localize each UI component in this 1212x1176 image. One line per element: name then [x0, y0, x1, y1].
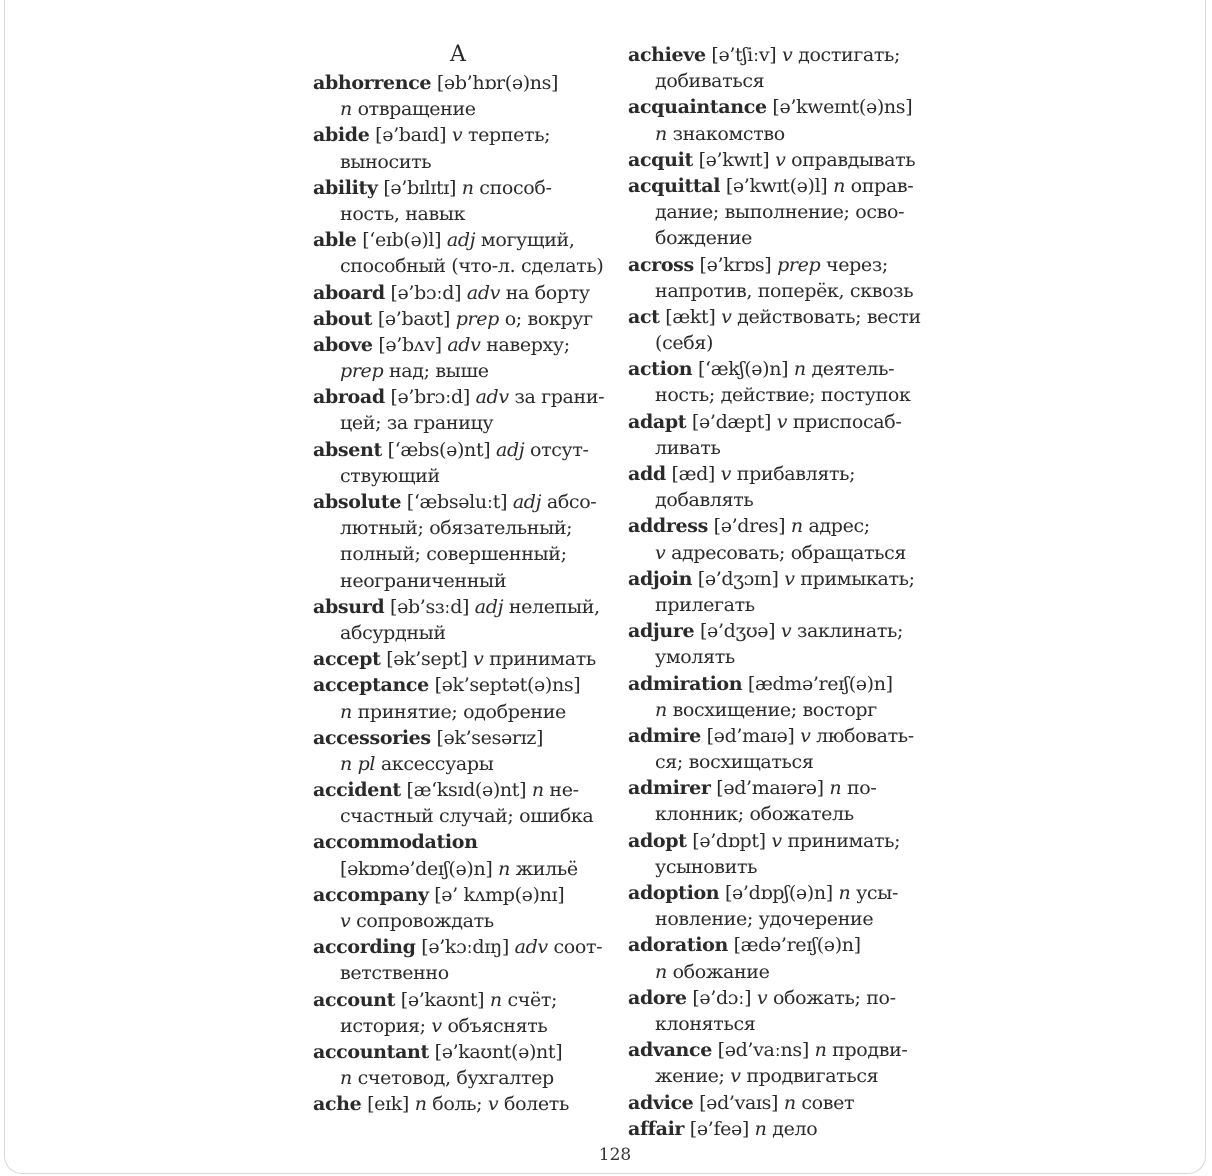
- entry-text: цей; за границу: [340, 412, 494, 435]
- entry-text: [ə’baɪd]: [369, 124, 452, 147]
- entry-continuation-line: [313, 96, 613, 122]
- part-of-speech: n: [754, 1117, 767, 1140]
- part-of-speech: n: [793, 358, 806, 381]
- entry-text: способ-: [473, 176, 552, 199]
- part-of-speech: prep: [777, 253, 821, 276]
- entry-text: [eɪk]: [361, 1093, 415, 1116]
- entry-continuation-line: [313, 568, 613, 594]
- dictionary-entry-line: [628, 880, 928, 906]
- entry-text: [ə’dɒpt]: [686, 829, 772, 852]
- entry-text: усы-: [850, 882, 899, 904]
- headword: achieve: [628, 44, 706, 66]
- entry-text: счёт;: [501, 988, 558, 1011]
- entry-text: [əd’vaɪs]: [693, 1091, 784, 1114]
- entry-text: достигать;: [792, 44, 901, 66]
- entry-text: [ə’kweɪnt(ə)ns]: [766, 96, 913, 119]
- entry-text: клонник; обожатель: [655, 803, 854, 826]
- headword: advance: [628, 1039, 712, 1062]
- part-of-speech: v: [451, 124, 463, 147]
- entry-text: аксессуары: [375, 752, 494, 775]
- entry-continuation-line: [628, 278, 928, 304]
- headword: advice: [628, 1091, 694, 1114]
- entry-text: ность, навык: [340, 202, 466, 225]
- entry-text: через;: [820, 253, 888, 276]
- entry-text: абсурдный: [340, 621, 446, 644]
- headword: accompany: [313, 883, 429, 906]
- headword: act: [628, 305, 660, 328]
- entry-text: ливать: [655, 436, 721, 459]
- entry-text: [‘æbsəluːt]: [401, 491, 513, 513]
- dictionary-entry-line: [313, 594, 613, 620]
- headword: abroad: [313, 386, 385, 409]
- headword: ache: [313, 1093, 362, 1116]
- entry-text: обожать; по-: [767, 986, 896, 1009]
- entry-text: болеть: [498, 1093, 569, 1116]
- dictionary-entry-line: [628, 42, 928, 68]
- dictionary-entry-line: [628, 723, 928, 749]
- dictionary-entry-line: [628, 671, 928, 697]
- part-of-speech: v: [473, 648, 484, 671]
- entry-continuation-line: [313, 751, 613, 777]
- entry-text: усыновить: [655, 855, 758, 878]
- entry-text: [əd’vaːns]: [711, 1039, 815, 1062]
- entry-text: ся; восхищаться: [655, 751, 814, 774]
- headword: address: [628, 515, 708, 538]
- part-of-speech: v: [776, 410, 788, 433]
- entry-text: [æ‘ksɪd(ə)nt]: [400, 779, 532, 802]
- entry-continuation-line: [628, 199, 928, 225]
- entry-text: над; выше: [383, 360, 489, 383]
- part-of-speech: v: [771, 829, 782, 852]
- entry-text: не-: [543, 779, 579, 802]
- headword: adjoin: [628, 567, 693, 590]
- part-of-speech: n: [655, 960, 667, 983]
- entry-text: [ækt]: [659, 305, 722, 328]
- entry-text: прибавлять;: [731, 463, 856, 485]
- dictionary-entry-line: [313, 1039, 613, 1065]
- part-of-speech: adv: [475, 386, 509, 409]
- headword: adoration: [628, 934, 728, 957]
- dictionary-entry-line: [313, 306, 613, 332]
- dictionary-entry-line: [313, 672, 613, 698]
- entry-text: отвращение: [351, 98, 476, 121]
- entry-continuation-line: [628, 749, 928, 775]
- entry-text: сопровождать: [350, 910, 494, 932]
- part-of-speech: n: [814, 1039, 827, 1062]
- dictionary-entry-line: [628, 618, 928, 644]
- entry-continuation-line: [628, 959, 928, 985]
- entry-text: [əkɒmə’deɪʃ(ə)n]: [340, 857, 499, 880]
- headword: acceptance: [313, 674, 429, 697]
- entry-text: [ək’septət(ə)ns]: [428, 674, 581, 697]
- dictionary-entry-line: [628, 1090, 928, 1116]
- part-of-speech: n: [489, 988, 502, 1011]
- entry-text: принятие; одобрение: [351, 700, 566, 723]
- entry-continuation-line: [313, 515, 613, 541]
- entry-text: по-: [841, 777, 877, 800]
- entry-continuation-line: [628, 540, 928, 566]
- entry-text: совет: [795, 1091, 855, 1114]
- entry-text: умолять: [655, 646, 735, 669]
- part-of-speech: n: [340, 1067, 352, 1090]
- dictionary-entry-line: [628, 1116, 928, 1142]
- part-of-speech: n: [829, 777, 842, 800]
- entry-text: деятель-: [805, 358, 895, 381]
- entry-text: бождение: [655, 227, 753, 250]
- entry-text: адрес;: [802, 515, 870, 538]
- part-of-speech: v: [340, 910, 351, 932]
- headword: adopt: [628, 829, 687, 852]
- dictionary-entry-line: [628, 828, 928, 854]
- entry-continuation-line: [628, 225, 928, 251]
- dictionary-entry-line: [313, 934, 613, 960]
- part-of-speech: n: [655, 122, 667, 145]
- headword: accept: [313, 648, 381, 671]
- entry-continuation-line: [313, 1013, 613, 1039]
- entry-continuation-line: [313, 410, 613, 436]
- dictionary-entry-line: [628, 775, 928, 801]
- dictionary-entry-line: [313, 227, 613, 253]
- headword: ability: [313, 176, 378, 199]
- part-of-speech: v: [730, 1065, 741, 1088]
- dictionary-entry-line: [313, 1091, 613, 1117]
- headword: account: [313, 988, 396, 1011]
- headword: absurd: [313, 595, 385, 618]
- entry-continuation-line: [628, 68, 928, 94]
- entry-text: [ək’sesərɪz]: [430, 726, 544, 749]
- entry-text: обожание: [666, 960, 770, 983]
- entry-continuation-line: [313, 699, 613, 725]
- entry-text: [ə’feə]: [684, 1117, 755, 1140]
- entry-text: [əb’hɒr(ə)ns]: [431, 72, 559, 94]
- entry-text: заклинать;: [791, 620, 904, 643]
- entry-continuation-line: [313, 620, 613, 646]
- entry-text: лютный; обязательный;: [340, 517, 573, 540]
- entry-continuation-line: [313, 149, 613, 175]
- entry-text: счастный случай; ошибка: [340, 805, 594, 828]
- dictionary-entry-line: [313, 70, 613, 96]
- section-letter: A: [450, 42, 466, 67]
- entry-continuation-line: [313, 201, 613, 227]
- page-number: 128: [598, 1145, 632, 1165]
- entry-text: жильё: [509, 857, 578, 880]
- headword: admiration: [628, 672, 743, 695]
- entry-text: знакомство: [666, 122, 785, 145]
- part-of-speech: adj: [495, 438, 525, 461]
- part-of-speech: v: [756, 986, 768, 1009]
- entry-list-left: [313, 70, 613, 1118]
- headword: accessories: [313, 726, 431, 749]
- headword: affair: [628, 1117, 685, 1140]
- entry-continuation-line: [628, 435, 928, 461]
- part-of-speech: v: [721, 305, 732, 328]
- dictionary-entry-line: [313, 987, 613, 1013]
- part-of-speech: v: [800, 724, 811, 747]
- entry-continuation-line: [628, 1063, 928, 1089]
- entry-text: [ə’bʌv]: [372, 333, 448, 356]
- dictionary-entry-line: [628, 147, 928, 173]
- entry-continuation-line: [628, 801, 928, 827]
- part-of-speech: adv: [447, 333, 481, 356]
- entry-text: принимать: [483, 648, 596, 671]
- dictionary-entry-line: [628, 1037, 928, 1063]
- entry-text: [ə’krɒs]: [693, 253, 778, 276]
- headword: acquaintance: [628, 96, 767, 119]
- part-of-speech: v: [784, 567, 795, 590]
- entry-text: [æd]: [665, 463, 721, 485]
- entry-text: [ə’kwɪt(ə)l]: [720, 174, 834, 197]
- entry-text: восхищение; восторг: [666, 698, 877, 721]
- entry-text: оправдывать: [785, 148, 916, 171]
- part-of-speech: n: [833, 174, 845, 197]
- entry-text: [əd’maɪə]: [700, 724, 801, 747]
- entry-text: [ə’dɒpʃ(ə)n]: [719, 882, 839, 904]
- entry-continuation-line: [628, 906, 928, 932]
- part-of-speech: v: [775, 148, 786, 171]
- entry-text: [ə’dɔː]: [686, 986, 757, 1009]
- entry-text: [ək’sept]: [380, 648, 474, 671]
- entry-text: полный; совершенный;: [340, 543, 567, 566]
- dictionary-entry-line: [313, 280, 613, 306]
- headword: absolute: [313, 491, 402, 513]
- part-of-speech: prep: [340, 360, 384, 383]
- left-column: [313, 40, 613, 1118]
- dictionary-entry-line: [628, 932, 928, 958]
- entry-text: наверху;: [480, 333, 570, 356]
- headword: action: [628, 358, 693, 381]
- part-of-speech: adj: [446, 229, 476, 252]
- part-of-speech: v: [720, 463, 732, 485]
- entry-text: [ə’dʒʊə]: [694, 620, 781, 643]
- part-of-speech: v: [655, 541, 666, 564]
- headword: admire: [628, 724, 701, 747]
- dictionary-entry-line: [313, 829, 613, 855]
- entry-continuation-line: [313, 1065, 613, 1091]
- entry-text: [ə’brɔːd]: [384, 386, 476, 409]
- entry-continuation-line: [313, 960, 613, 986]
- dictionary-entry-line: [313, 646, 613, 672]
- headword: able: [313, 229, 357, 252]
- part-of-speech: prep: [455, 307, 499, 330]
- entry-continuation-line: [628, 644, 928, 670]
- entry-text: оправ-: [844, 174, 914, 197]
- entry-text: отсут-: [524, 438, 589, 461]
- dictionary-entry-line: [628, 409, 928, 435]
- dictionary-entry-line: [313, 882, 613, 908]
- entry-text: соот-: [547, 936, 603, 959]
- entry-text: объяснять: [441, 1014, 548, 1037]
- entry-text: [əd’maɪərə]: [710, 777, 830, 800]
- dictionary-entry-line: [628, 356, 928, 382]
- entry-text: клоняться: [655, 1012, 756, 1035]
- entry-text: дело: [766, 1117, 818, 1140]
- headword: aboard: [313, 281, 385, 304]
- dictionary-entry-line: [313, 437, 613, 463]
- entry-text: [ə’bɪlɪtɪ]: [377, 176, 462, 199]
- entry-text: [ə’kwɪt]: [692, 148, 776, 171]
- entry-text: продвигаться: [740, 1065, 879, 1088]
- entry-text: [ædmə’reɪʃ(ə)n]: [742, 672, 893, 695]
- dictionary-entry-line: [628, 513, 928, 539]
- entry-continuation-line: [628, 330, 928, 356]
- part-of-speech: n: [838, 882, 851, 904]
- part-of-speech: n: [783, 1091, 796, 1114]
- dictionary-entry-line: [313, 122, 613, 148]
- part-of-speech: adj: [512, 491, 542, 513]
- headword: accident: [313, 779, 401, 802]
- headword: add: [628, 463, 666, 485]
- right-column: [628, 42, 928, 1142]
- entry-text: [ædə’reɪʃ(ə)n]: [727, 934, 861, 957]
- dictionary-entry-line: [313, 175, 613, 201]
- headword: accommodation: [313, 831, 478, 854]
- entry-text: (себя): [655, 332, 714, 355]
- headword: acquit: [628, 148, 693, 171]
- entry-continuation-line: [313, 908, 613, 934]
- entry-text: прилегать: [655, 593, 755, 616]
- part-of-speech: n: [414, 1093, 427, 1116]
- dictionary-entry-line: [628, 173, 928, 199]
- entry-continuation-line: [628, 592, 928, 618]
- entry-text: [ə’dæpt]: [686, 410, 777, 433]
- entry-text: адресовать; обращаться: [665, 541, 907, 564]
- part-of-speech: adv: [466, 281, 501, 304]
- headword: adoption: [628, 882, 720, 904]
- entry-text: абсо-: [541, 491, 597, 513]
- entry-continuation-line: [313, 803, 613, 829]
- entry-text: [ə’baʊt]: [372, 307, 456, 330]
- headword: above: [313, 333, 373, 356]
- part-of-speech: n pl: [340, 752, 376, 775]
- dictionary-entry-line: [313, 489, 613, 515]
- entry-list-right: [628, 42, 928, 1142]
- dictionary-entry-line: [313, 777, 613, 803]
- dictionary-entry-line: [628, 252, 928, 278]
- dictionary-entry-line: [628, 985, 928, 1011]
- entry-text: история;: [340, 1014, 432, 1037]
- entry-text: выносить: [340, 150, 432, 173]
- entry-text: могущий,: [475, 229, 575, 252]
- entry-text: [‘æbs(ə)nt]: [381, 438, 496, 461]
- entry-text: боль;: [426, 1093, 488, 1116]
- entry-text: нелепый,: [503, 595, 600, 618]
- entry-text: ветственно: [340, 962, 449, 985]
- part-of-speech: n: [790, 515, 803, 538]
- entry-text: за грани-: [508, 386, 605, 409]
- entry-text: принимать;: [781, 829, 901, 852]
- entry-continuation-line: [628, 697, 928, 723]
- entry-text: о; вокруг: [499, 307, 593, 330]
- entry-text: [ə’ kʌmp(ə)nɪ]: [428, 883, 565, 906]
- part-of-speech: adv: [514, 936, 548, 959]
- entry-text: любовать-: [810, 724, 914, 747]
- headword: adjure: [628, 620, 695, 643]
- entry-text: примыкать;: [794, 567, 915, 590]
- headword: abide: [313, 124, 370, 147]
- entry-text: счетовод, бухгалтер: [351, 1067, 554, 1090]
- headword: acquittal: [628, 174, 721, 197]
- entry-continuation-line: [313, 856, 613, 882]
- part-of-speech: v: [782, 44, 793, 66]
- entry-continuation-line: [628, 854, 928, 880]
- part-of-speech: v: [431, 1014, 442, 1037]
- headword: adapt: [628, 410, 687, 433]
- entry-text: новление; удочерение: [655, 908, 874, 931]
- entry-text: [ə’tʃiːv]: [705, 44, 783, 66]
- entry-continuation-line: [628, 487, 928, 513]
- dictionary-entry-line: [313, 725, 613, 751]
- entry-continuation-line: [313, 253, 613, 279]
- entry-continuation-line: [628, 382, 928, 408]
- headword: admirer: [628, 777, 711, 800]
- headword: absent: [313, 438, 382, 461]
- entry-text: продви-: [826, 1039, 908, 1062]
- entry-text: дание; выполнение; осво-: [655, 201, 905, 224]
- entry-continuation-line: [313, 358, 613, 384]
- headword: according: [313, 936, 416, 959]
- dictionary-entry-line: [628, 566, 928, 592]
- headword: abhorrence: [313, 72, 432, 94]
- entry-text: [ə’dres]: [707, 515, 791, 538]
- part-of-speech: n: [340, 98, 352, 121]
- part-of-speech: n: [655, 698, 667, 721]
- entry-text: [ə’bɔːd]: [384, 281, 467, 304]
- part-of-speech: n: [531, 779, 544, 802]
- entry-text: жение;: [655, 1065, 731, 1088]
- part-of-speech: n: [461, 176, 474, 199]
- entry-text: [əb’sɜːd]: [384, 595, 475, 618]
- entry-text: действовать; вести: [731, 305, 921, 328]
- entry-continuation-line: [313, 541, 613, 567]
- part-of-speech: v: [487, 1093, 499, 1116]
- entry-text: напротив, поперёк, сквозь: [655, 279, 914, 302]
- dictionary-entry-line: [313, 384, 613, 410]
- entry-continuation-line: [628, 1011, 928, 1037]
- entry-text: на борту: [500, 281, 590, 304]
- entry-continuation-line: [628, 121, 928, 147]
- entry-text: добиваться: [655, 70, 765, 93]
- entry-continuation-line: [313, 463, 613, 489]
- headword: about: [313, 307, 373, 330]
- entry-text: приспосаб-: [787, 410, 902, 433]
- entry-text: неограниченный: [340, 569, 507, 592]
- entry-text: терпеть;: [462, 124, 551, 147]
- entry-text: добавлять: [655, 489, 754, 512]
- part-of-speech: n: [498, 857, 510, 880]
- entry-text: [ə’kɔːdɪŋ]: [415, 936, 515, 959]
- entry-text: [ə’kaʊnt]: [395, 988, 490, 1011]
- dictionary-entry-line: [628, 94, 928, 120]
- dictionary-entry-line: [628, 304, 928, 330]
- entry-text: способный (что-л. сделать): [340, 255, 604, 278]
- entry-text: [ə’dʒɔɪn]: [692, 567, 785, 590]
- part-of-speech: v: [780, 620, 792, 643]
- part-of-speech: adj: [474, 595, 504, 618]
- entry-text: [‘eɪb(ə)l]: [356, 229, 447, 252]
- part-of-speech: n: [340, 700, 352, 723]
- entry-text: [ə’kaʊnt(ə)nt]: [428, 1040, 563, 1063]
- entry-text: [‘ækʃ(ə)n]: [692, 358, 794, 381]
- headword: adore: [628, 986, 687, 1009]
- entry-text: ствующий: [340, 464, 440, 487]
- dictionary-entry-line: [313, 332, 613, 358]
- dictionary-entry-line: [628, 461, 928, 487]
- entry-text: ность; действие; поступок: [655, 384, 911, 407]
- headword: across: [628, 253, 694, 276]
- headword: accountant: [313, 1040, 429, 1063]
